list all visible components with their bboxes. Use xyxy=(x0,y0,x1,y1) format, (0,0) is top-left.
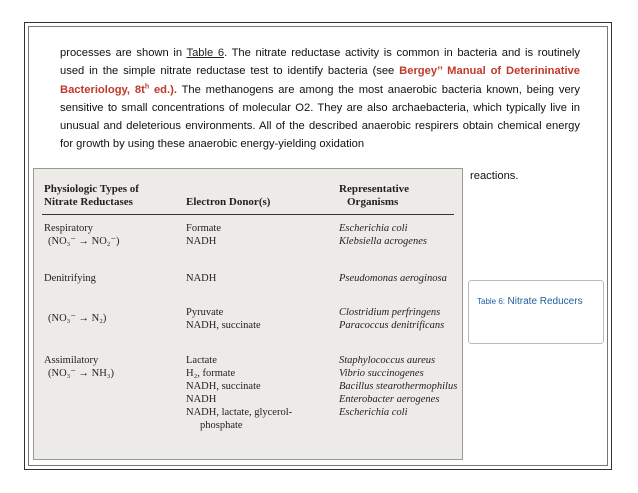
organism: Enterobacter aerogenes xyxy=(339,394,440,405)
reaction-denitrifying: (NO₃⁻ → N₂) xyxy=(48,313,107,324)
donor: Pyruvate xyxy=(186,307,224,318)
table-caption-box xyxy=(468,280,604,344)
type-respiratory xyxy=(44,222,119,248)
nitrate-reductase-table-image xyxy=(33,168,463,460)
bergey-reference-edition: ed.). xyxy=(149,83,177,96)
header-physiologic-types xyxy=(44,183,139,209)
donor: NADH xyxy=(186,394,217,405)
para-text-1: processes are shown in xyxy=(60,47,187,59)
organism: Escherichia coli xyxy=(339,407,408,418)
header-representative-organisms xyxy=(339,183,409,209)
organism: Escherichia coli xyxy=(339,223,408,234)
header-electron-donors xyxy=(186,196,270,209)
organism: Bacillus stearothermophilus xyxy=(339,381,458,392)
header-line: Representative xyxy=(339,183,410,195)
organisms-respiratory xyxy=(339,222,427,248)
donor: Lactate xyxy=(186,355,217,366)
donor: NADH, lactate, glycerol- xyxy=(186,407,293,418)
body-paragraph xyxy=(60,44,580,154)
reaction-label: (NO₃⁻ → NH₃) xyxy=(48,368,114,379)
para-tail: reactions. xyxy=(470,170,519,182)
para-text-2: . The nitrate reductase activity is common in bacteria and is routinely used in the simple nitrate reductase test to identify bacteria (see xyxy=(60,47,581,78)
donors-respiratory xyxy=(186,222,221,248)
bergey-reference-sup: h xyxy=(144,82,150,90)
organism: Klebsiella acrogenes xyxy=(339,236,427,247)
type-assimilatory xyxy=(44,354,114,380)
header-line: Physiologic Types of xyxy=(44,183,139,195)
header-line: Organisms xyxy=(347,196,399,208)
donor: NADH, succinate xyxy=(186,320,261,331)
table-caption xyxy=(477,296,583,307)
type-denitrifying: Denitrifying xyxy=(44,273,96,284)
organisms-assimilatory xyxy=(339,354,457,419)
type-label: Assimilatory xyxy=(44,355,99,366)
donor: H₂, formate xyxy=(186,368,236,379)
donors-assimilatory xyxy=(186,354,292,432)
donors-denitrifying-1 xyxy=(186,272,216,285)
organism: Clostridium perfringens xyxy=(339,307,441,318)
organism: Pseudomonas aeroginosa xyxy=(339,273,447,284)
header-line: Nitrate Reductases xyxy=(44,196,133,208)
table-6-link[interactable]: Table 6 xyxy=(186,47,225,59)
organisms-denitrifying-1 xyxy=(339,272,447,285)
donor: NADH xyxy=(186,236,217,247)
organisms-denitrifying-2 xyxy=(339,306,444,332)
reaction-label: (NO₃⁻ → NO₂⁻) xyxy=(48,236,120,247)
donor: phosphate xyxy=(200,420,243,431)
header-line: Electron Donor(s) xyxy=(186,196,271,208)
bergey-reference-text: Bergey’’ Manual of Deterininative Bacteriology, 8t xyxy=(60,65,581,96)
donor: NADH xyxy=(186,273,217,284)
donor: Formate xyxy=(186,223,221,234)
caption-number: Table 6: xyxy=(477,297,506,306)
type-label: Respiratory xyxy=(44,223,93,234)
donor: NADH, succinate xyxy=(186,381,261,392)
organism: Paracoccus denitrificans xyxy=(339,320,445,331)
organism: Vibrio succinogenes xyxy=(339,368,424,379)
caption-title: Nitrate Reducers xyxy=(507,296,583,307)
donors-denitrifying-2 xyxy=(186,306,261,332)
header-rule xyxy=(42,214,454,215)
organism: Staphylococcus aureus xyxy=(339,355,436,366)
para-text-3: The methanogens are among the most anaerobic bacteria known, being very sensitive to small concentrations of molecular O2. They are also archaebacteria, which typically live in unusual and deleterious environments. All of the described anaerobic respirers obtain chemical energy for growth by using these anaerobic energy-yielding oxidation xyxy=(60,83,580,151)
